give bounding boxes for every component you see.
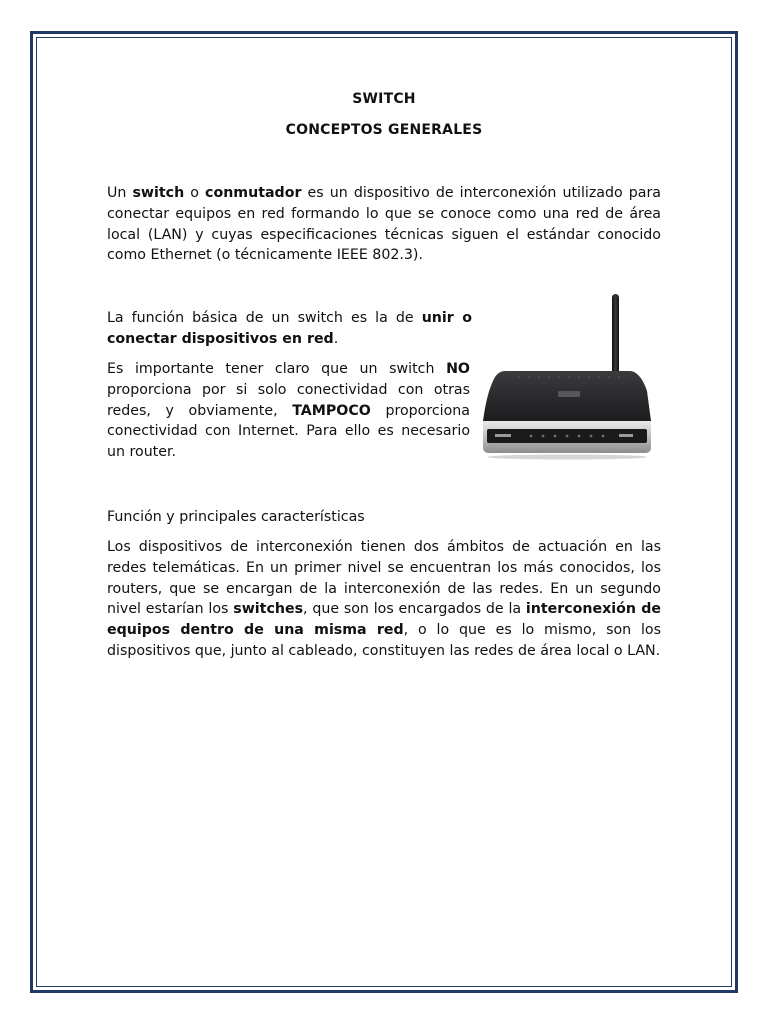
intro-text-3: es un dispositivo de interconexión utilizado para conectar equipos en red formando lo que se conoce como una red de área local (LAN) y cuyas especificaciones técnicas siguen el estándar conocido como Ethernet (o técnicamente IEEE 802.3). xyxy=(107,185,661,264)
dispositivos-paragraph xyxy=(107,537,661,662)
importante-paragraph xyxy=(107,359,470,463)
funcion-bold: unir o conectar dispositivos en red xyxy=(107,310,472,347)
importante-bold-tampoco: TAMPOCO xyxy=(292,402,371,419)
dispositivos-text-1: Los dispositivos de interconexión tienen dos ámbitos de actuación en las redes telemáticas. En un primer nivel se encuentran los más conocidos, los routers, que se encargan de la interconexión de las redes. En un segundo nivel estarían los xyxy=(107,539,661,618)
wireless-router-image xyxy=(481,287,653,463)
document-title: SWITCH xyxy=(352,91,416,107)
intro-text-1: Un xyxy=(107,185,133,201)
dispositivos-text-2: , que son los encargados de la xyxy=(303,601,526,618)
importante-text-1: Es importante tener claro que un switch xyxy=(107,361,447,377)
funcion-paragraph xyxy=(107,308,472,350)
intro-text-2: o xyxy=(184,185,206,201)
dispositivos-bold-interconexion: interconexión de equipos dentro de una misma red xyxy=(107,601,662,639)
dispositivos-bold-switches: switches xyxy=(233,601,304,618)
router-logo-plate xyxy=(558,391,580,397)
antenna xyxy=(612,294,619,376)
dispositivos-text-3: , o lo que es lo mismo, son los dispositivos que, junto al cableado, constituyen las redes de área local o LAN. xyxy=(107,622,661,659)
intro-bold-switch: switch xyxy=(132,185,185,201)
section-heading: Función y principales características xyxy=(107,509,365,525)
funcion-text-2: . xyxy=(333,330,339,347)
funcion-text-1: La función básica de un switch es la de xyxy=(107,310,422,326)
importante-text-2: proporciona por si solo conectividad con otras redes, y obviamente, xyxy=(107,381,470,419)
document-subtitle: CONCEPTOS GENERALES xyxy=(285,122,483,138)
intro-paragraph xyxy=(107,183,661,266)
importante-bold-no: NO xyxy=(446,361,470,377)
intro-bold-conmutador: conmutador xyxy=(205,185,302,201)
importante-text-3: proporciona conectividad con Internet. Para ello es necesario un router. xyxy=(107,402,470,461)
